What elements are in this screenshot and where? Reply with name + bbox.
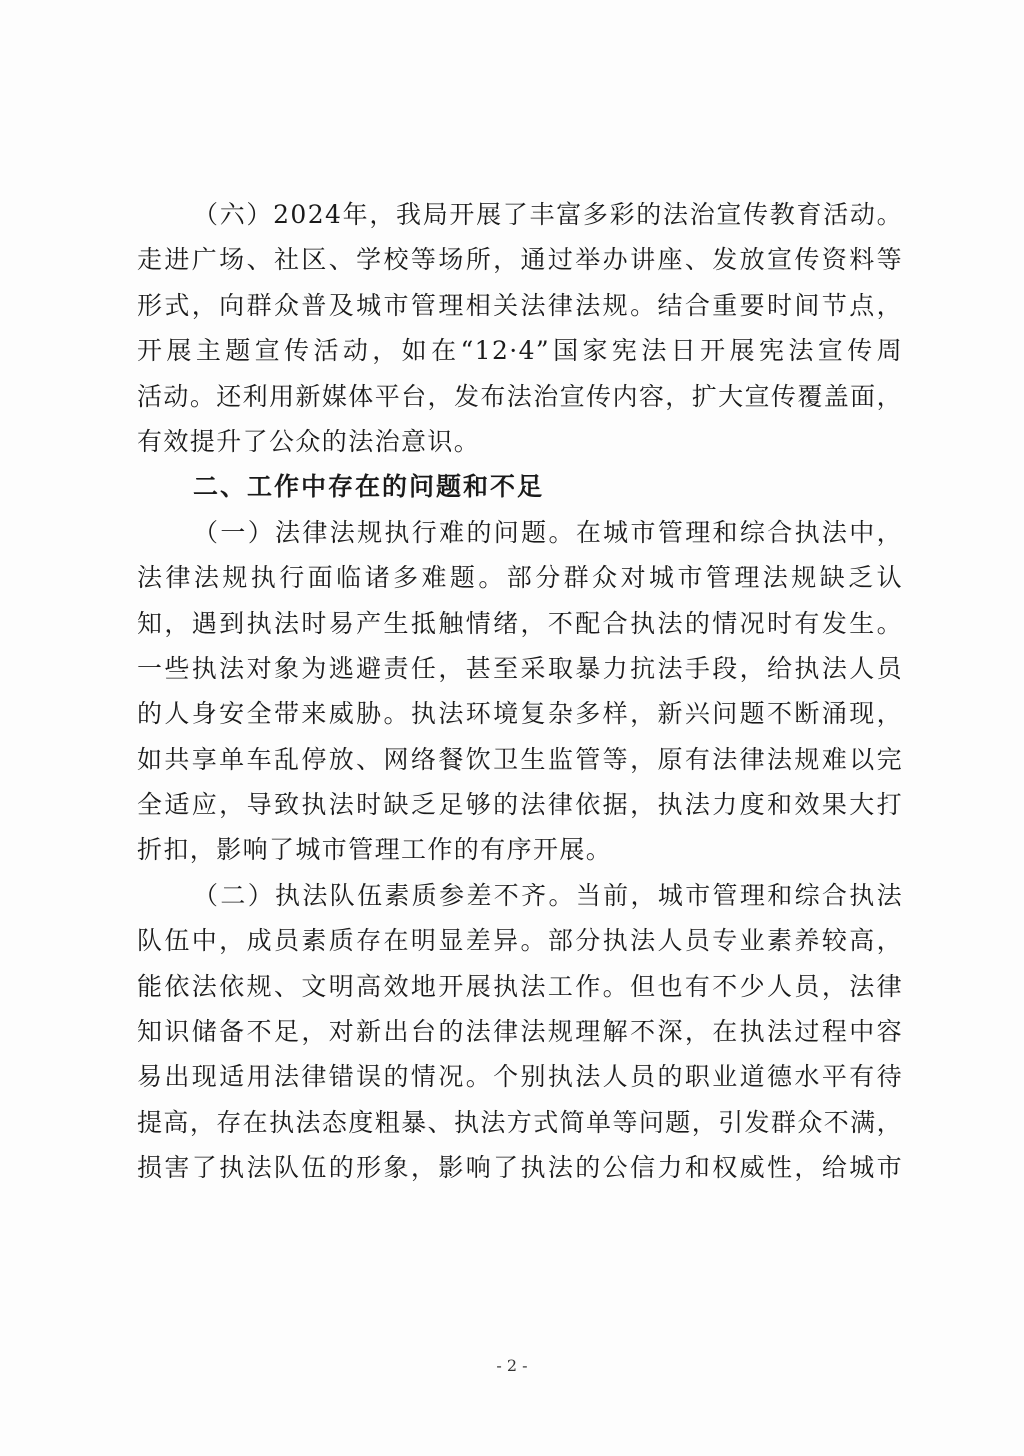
document-body (137, 192, 903, 1191)
problem-2-line-1: （二）执法队伍素质参差不齐。当前，城市管理和综合执法 (193, 880, 903, 910)
paragraph-6-line-3: 形式，向群众普及城市管理相关法律法规。结合重要时间节点， (137, 290, 903, 320)
problem-1-line-8: 折扣，影响了城市管理工作的有序开展。 (137, 835, 613, 865)
paragraph-6-line-4: 开展主题宣传活动，如在“12·4”国家宪法日开展宪法宣传周 (137, 336, 903, 366)
paragraph-6-line-1: （六）2024年，我局开展了丰富多彩的法治宣传教育活动。 (193, 200, 903, 229)
problem-1-line-7: 全适应，导致执法时缺乏足够的法律依据，执法力度和效果大打 (137, 790, 903, 820)
problem-2-line-3: 能依法依规、文明高效地开展执法工作。但也有不少人员，法律 (137, 971, 903, 1001)
problem-2-line-2: 队伍中，成员素质存在明显差异。部分执法人员专业素养较高， (137, 926, 903, 956)
problem-1-line-5: 的人身安全带来威胁。执法环境复杂多样，新兴问题不断涌现， (137, 699, 903, 729)
paragraph-6-line-2: 走进广场、社区、学校等场所，通过举办讲座、发放宣传资料等 (137, 245, 903, 275)
problem-1-line-2: 法律法规执行面临诸多难题。部分群众对城市管理法规缺乏认 (137, 563, 903, 593)
paragraph-6-line-5: 活动。还利用新媒体平台，发布法治宣传内容，扩大宣传覆盖面， (137, 381, 903, 411)
problem-1-line-1: （一）法律法规执行难的问题。在城市管理和综合执法中， (193, 517, 903, 547)
problem-2-line-5: 易出现适用法律错误的情况。个别执法人员的职业道德水平有待 (137, 1062, 903, 1092)
section-heading-problems: 二、工作中存在的问题和不足 (193, 472, 545, 502)
problem-1-line-3: 知，遇到执法时易产生抵触情绪，不配合执法的情况时有发生。 (137, 608, 903, 638)
problem-1-line-6: 如共享单车乱停放、网络餐饮卫生监管等，原有法律法规难以完 (137, 744, 903, 774)
paragraph-6-line-6: 有效提升了公众的法治意识。 (137, 426, 481, 456)
page-number: - 2 - (496, 1356, 528, 1375)
problem-1-line-4: 一些执法对象为逃避责任，甚至采取暴力抗法手段，给执法人员 (137, 653, 903, 683)
problem-2-line-4: 知识储备不足，对新出台的法律法规理解不深，在执法过程中容 (137, 1017, 903, 1047)
problem-2-line-6: 提高，存在执法态度粗暴、执法方式简单等问题，引发群众不满， (137, 1107, 903, 1137)
problem-2-line-7: 损害了执法队伍的形象，影响了执法的公信力和权威性，给城市 (137, 1153, 903, 1183)
